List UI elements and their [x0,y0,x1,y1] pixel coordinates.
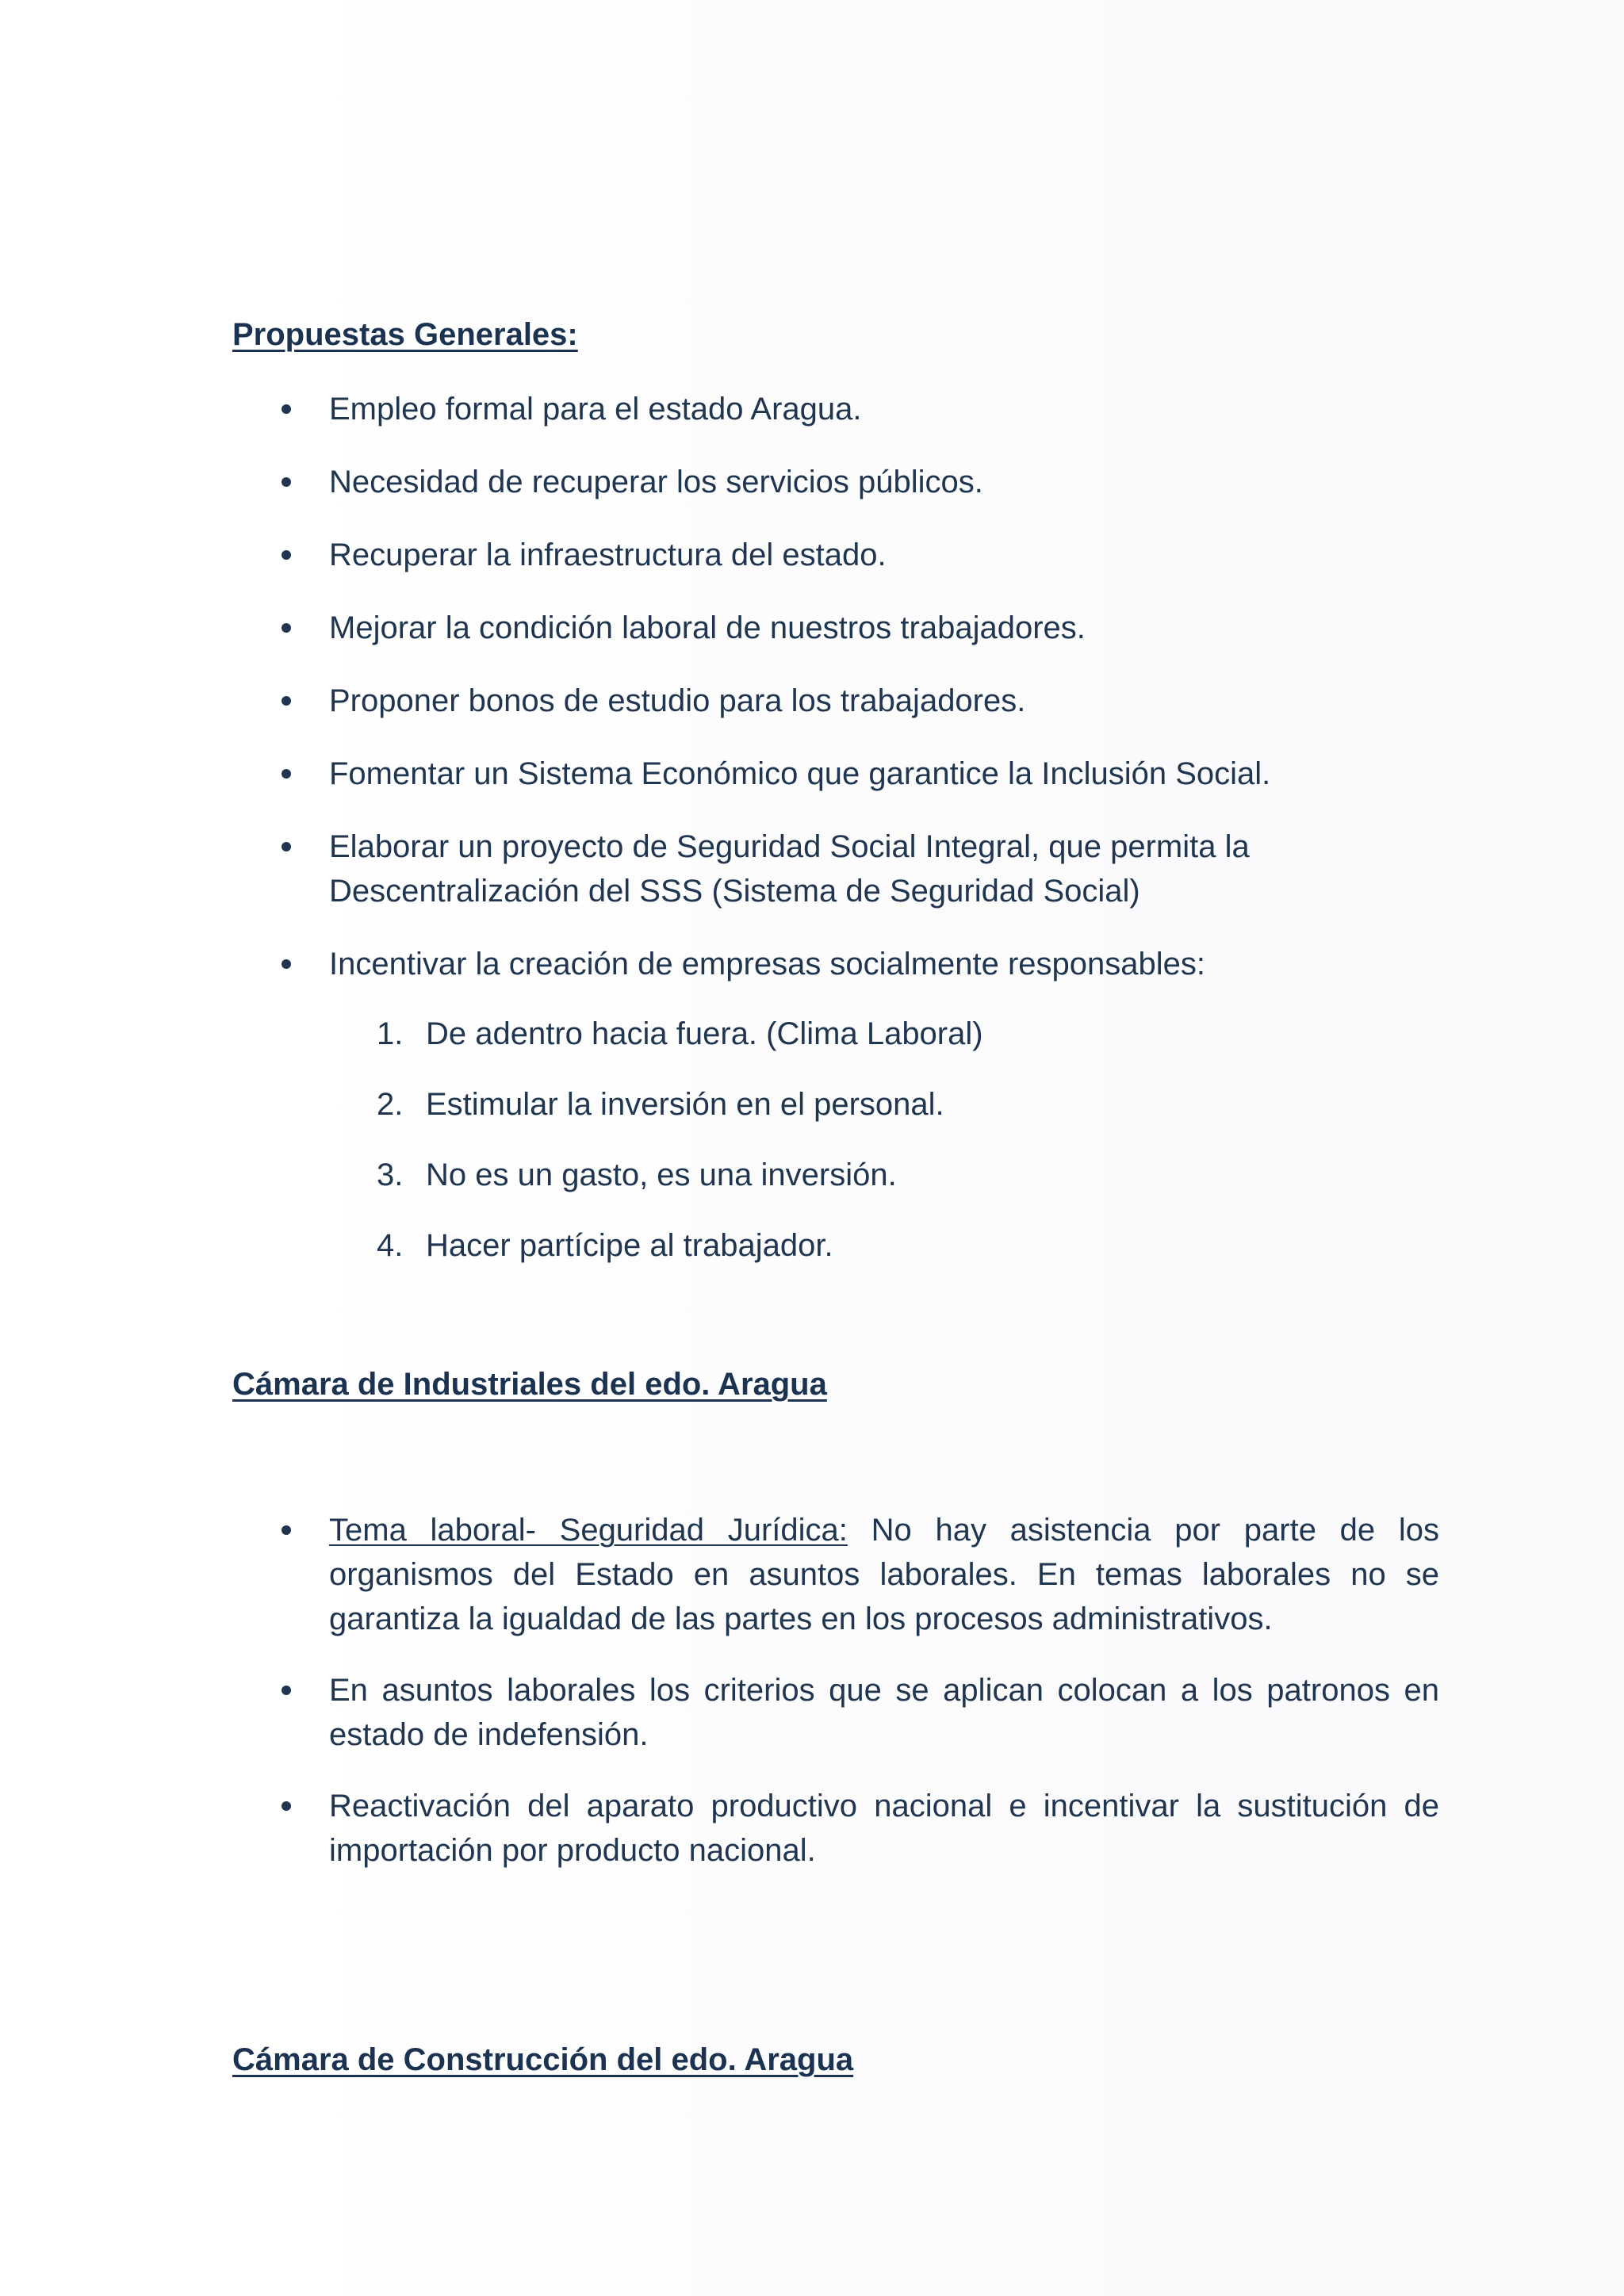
list-item: Elaborar un proyecto de Seguridad Social Integral, que permita la Descentralización del SSS (Sistema de Seguridad Social) [282,825,1265,913]
numbered-item: 4. Hacer partícipe al trabajador. [377,1228,833,1263]
numbered-item: 1. De adentro hacia fuera. (Clima Laboral) [377,1016,983,1051]
bullet-icon [282,769,291,779]
bullet-icon [282,550,291,560]
topic-label: Tema laboral- Seguridad Jurídica: [329,1513,848,1548]
list-item: Incentivar la creación de empresas socialmente responsables: [282,942,1439,986]
list-item: Proponer bonos de estudio para los trabajadores. [282,679,1439,723]
bullet-icon [282,1525,291,1535]
list-item: Reactivación del aparato productivo nacional e incentivar la sustitución de importación por producto nacional. [282,1784,1439,1873]
bullet-icon [282,959,291,969]
heading-camara-construccion: Cámara de Construcción del edo. Aragua [232,2042,854,2077]
list-item: Recuperar la infraestructura del estado. [282,533,1439,577]
list-item: Tema laboral- Seguridad Jurídica: No hay asistencia por parte de los organismos del Estado en asuntos laborales. En temas laborales no se garantiza la igualdad de las partes en los procesos administrativos. [282,1508,1439,1641]
bullet-icon [282,404,291,414]
list-item: Empleo formal para el estado Aragua. [282,387,1439,431]
list-item: Fomentar un Sistema Económico que garantice la Inclusión Social. [282,752,1439,796]
bullet-icon [282,477,291,487]
numbered-item: 2. Estimular la inversión en el personal. [377,1087,944,1122]
list-item: En asuntos laborales los criterios que se aplican colocan a los patronos en estado de indefensión. [282,1668,1439,1757]
numbered-item: 3. No es un gasto, es una inversión. [377,1158,897,1192]
list-item: Necesidad de recuperar los servicios públicos. [282,460,1439,504]
bullet-icon [282,1801,291,1811]
list-item: Mejorar la condición laboral de nuestros trabajadores. [282,606,1439,650]
bullet-icon [282,623,291,633]
bullet-icon [282,1686,291,1695]
bullet-icon [282,696,291,706]
bullet-icon [282,842,291,851]
heading-propuestas-generales: Propuestas Generales: [232,317,578,352]
heading-camara-industriales: Cámara de Industriales del edo. Aragua [232,1367,827,1402]
